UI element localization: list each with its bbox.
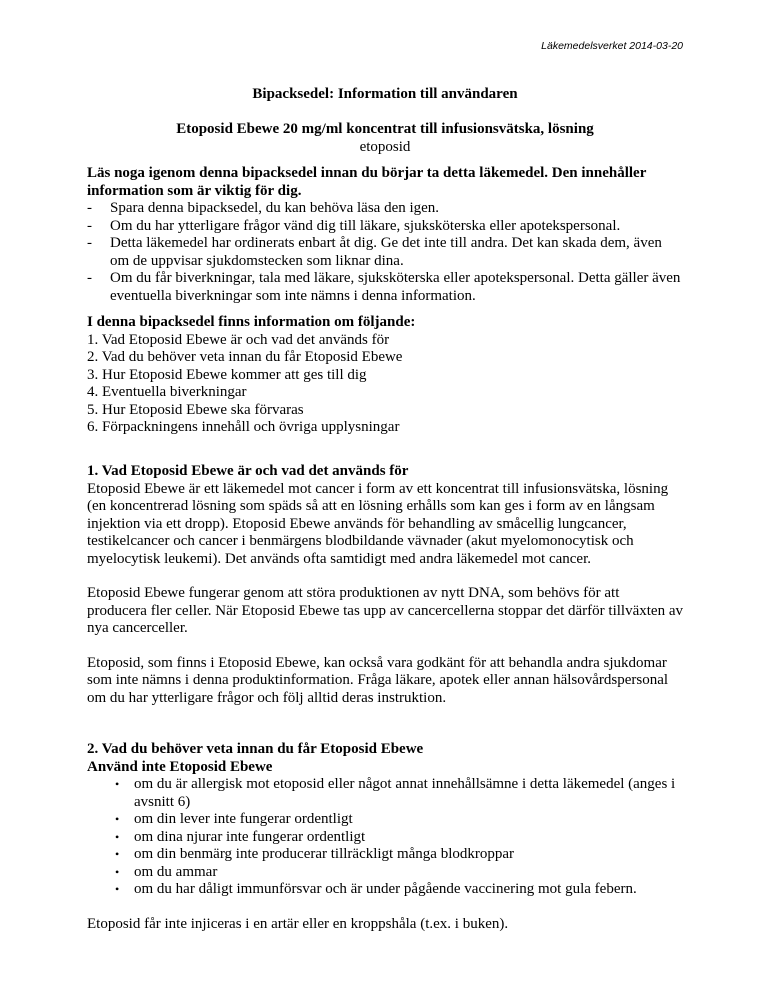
toc-item: 3. Hur Etoposid Ebewe kommer att ges till dig (87, 366, 367, 383)
contraindication-list (87, 776, 683, 899)
list-item: • om du har dåligt immunförsvar och är under pågående vaccinering mot gula febern. (115, 881, 637, 897)
document-title: Bipacksedel: Information till användaren (252, 86, 518, 102)
intro-section (87, 165, 683, 305)
list-item: • om dina njurar inte fungerar ordentligt (115, 828, 366, 845)
toc-item: 1. Vad Etoposid Ebewe är och vad det används för (87, 331, 390, 348)
list-item: • om du ammar (115, 863, 218, 880)
section-1 (87, 463, 683, 707)
intro-item: - Spara denna bipacksedel, du kan behöva läsa den igen. (87, 200, 440, 216)
intro-item: - Om du får biverkningar, tala med läkare, sjuksköterska eller apotekspersonal. Detta gäller även eventuella biverkningar som inte nämns i denna information. (87, 270, 681, 304)
section-1-paragraph: Etoposid, som finns i Etoposid Ebewe, kan också vara godkänt för att behandla andra sjukdomar som inte nämns i denna produktinformation. Fråga läkare, apotek eller annan hälsovårdspersonal om du har ytterligare frågor och följ alltid deras instruktion. (87, 654, 669, 706)
product-name: Etoposid Ebewe 20 mg/ml koncentrat till infusionsvätska, lösning (176, 121, 594, 137)
intro-heading: Läs noga igenom denna bipacksedel innan du börjar ta detta läkemedel. Den innehåller information som är viktig för dig. (87, 165, 647, 199)
section-1-paragraph: Etoposid Ebewe är ett läkemedel mot cancer i form av ett koncentrat till infusionsvätska, lösning (en koncentrerad lösning som späds så att en lösning erhålls som kan ges i form av en långsam injektion via ett dropp). Etoposid Ebewe används för behandling av småcellig lungcancer, testikelcancer och cancer i benmärgens blodbildande vävnader (akut myelomonocytisk och myelocytisk leukemi). Det används ofta samtidigt med andra läkemedel mot cancer. (87, 480, 669, 567)
intro-list (87, 200, 683, 305)
toc-item: 5. Hur Etoposid Ebewe ska förvaras (87, 401, 304, 418)
section-2-subheading: Använd inte Etoposid Ebewe (87, 758, 273, 775)
toc-item: 4. Eventuella biverkningar (87, 384, 247, 400)
toc-list (87, 332, 683, 437)
intro-item: - Om du har ytterligare frågor vänd dig till läkare, sjuksköterska eller apotekspersonal. (87, 217, 621, 234)
list-item: • om din benmärg inte producerar tillräckligt många blodkroppar (115, 846, 515, 862)
section-2-heading: 2. Vad du behöver veta innan du får Etoposid Ebewe (87, 741, 424, 757)
toc-item: 2. Vad du behöver veta innan du får Etoposid Ebewe (87, 349, 403, 365)
section-1-paragraph: Etoposid Ebewe fungerar genom att störa produktionen av nytt DNA, som behövs för att producera fler celler. När Etoposid Ebewe tas upp av cancercellerna stoppar det därför tillväxten av nya cancerceller. (87, 585, 683, 636)
section-1-heading: 1. Vad Etoposid Ebewe är och vad det används för (87, 463, 409, 479)
toc-heading: I denna bipacksedel finns information om följande: (87, 314, 416, 330)
intro-item: - Detta läkemedel har ordinerats enbart åt dig. Ge det inte till andra. Det kan skada dem, även om de uppvisar sjukdomstecken som liknar dina. (87, 235, 662, 269)
toc-section (87, 314, 683, 437)
toc-item: 6. Förpackningens innehåll och övriga upplysningar (87, 419, 400, 435)
substance-name: etoposid (359, 138, 411, 155)
header-date: Läkemedelsverket 2014-03-20 (541, 40, 683, 52)
list-item: • om din lever inte fungerar ordentligt (115, 811, 353, 827)
product-heading (87, 121, 683, 156)
list-item: • om du är allergisk mot etoposid eller något annat innehållsämne i detta läkemedel (anges i avsnitt 6) (115, 776, 676, 810)
section-2-note: Etoposid får inte injiceras i en artär eller en kroppshåla (t.ex. i buken). (87, 915, 509, 932)
section-2 (87, 741, 683, 933)
